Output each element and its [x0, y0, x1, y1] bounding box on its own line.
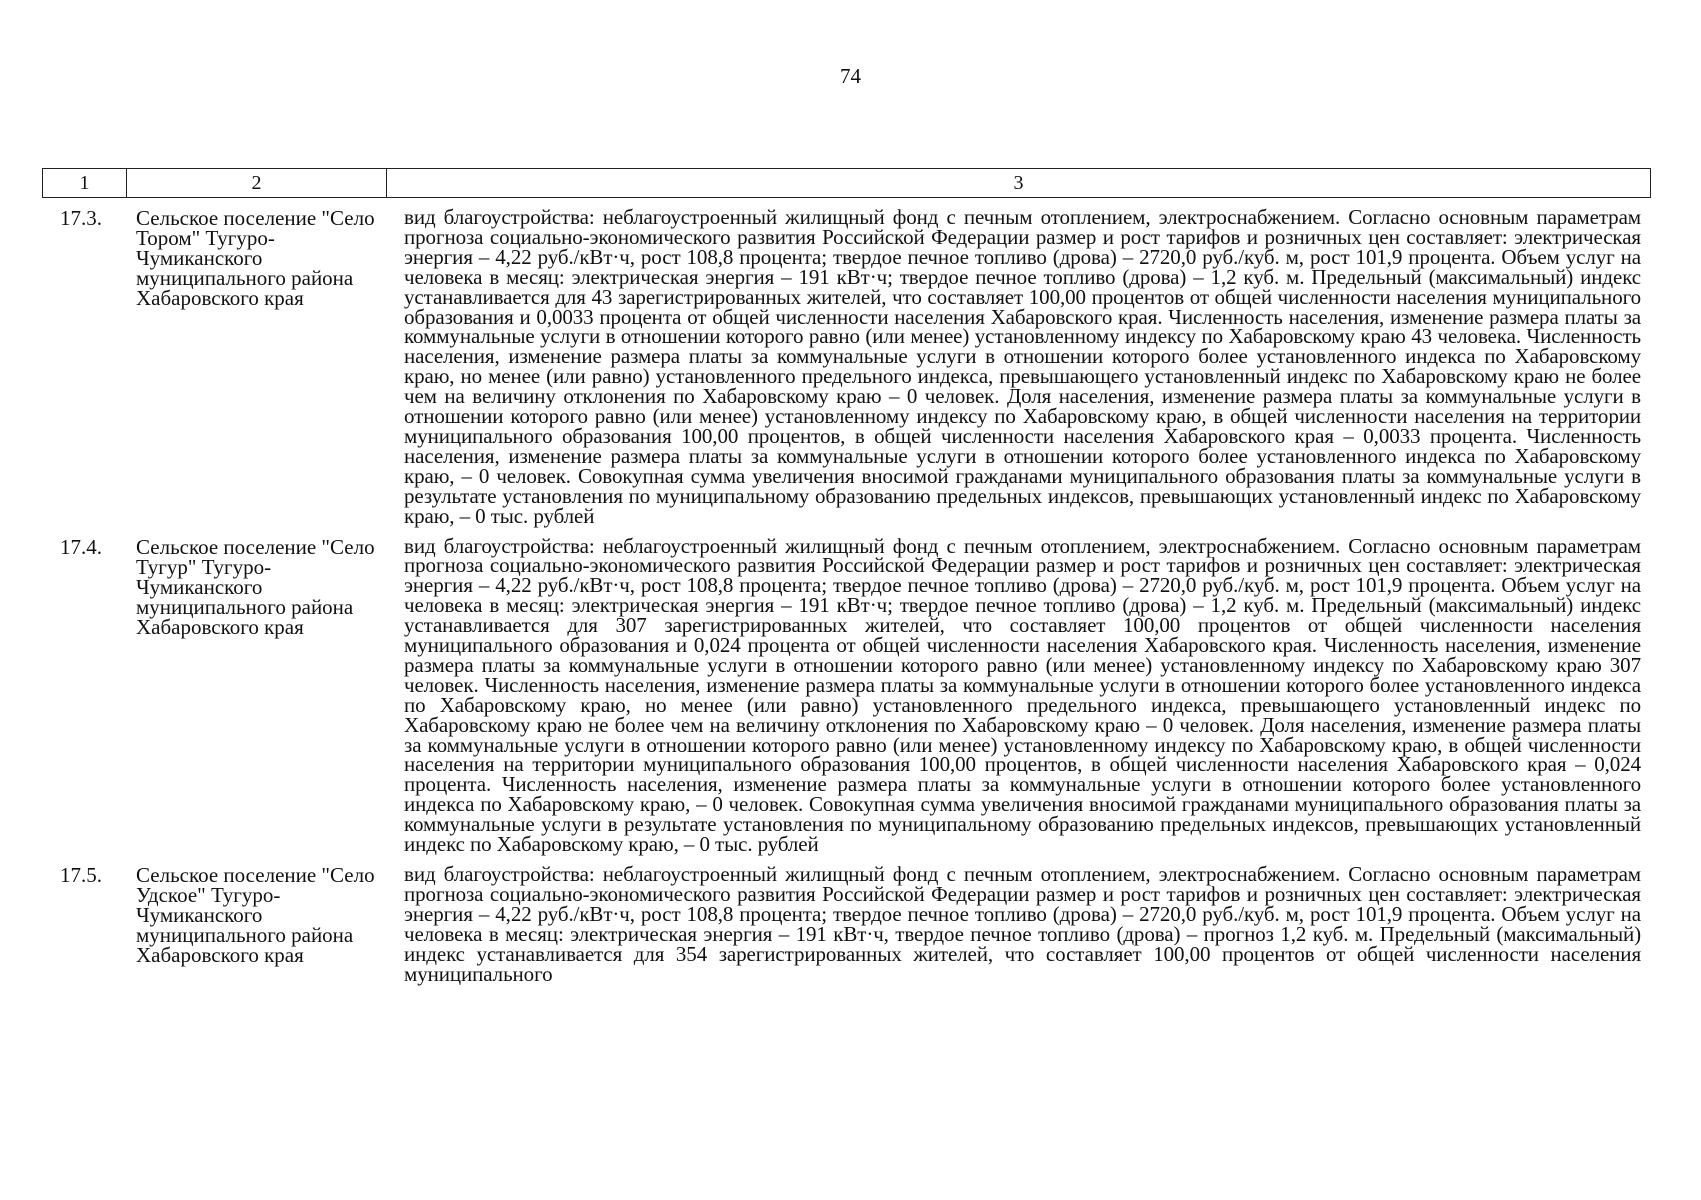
- row-number: 17.5.: [60, 863, 102, 887]
- table-row: [42, 205, 1651, 528]
- table-row: [42, 533, 1651, 857]
- settlement-name: Сельское поселение "Село Тором" Тугуро-Чумиканского муниципального района Хабаровского края: [136, 206, 375, 310]
- row-number: 17.3.: [60, 206, 102, 230]
- page-number: 74: [840, 64, 861, 88]
- settlement-name: Сельское поселение "Село Тугур" Тугуро-Чумиканского муниципального района Хабаровского края: [136, 534, 375, 639]
- table-header: [42, 168, 1651, 198]
- settlement-name: Сельское поселение "Село Удское" Тугуро-Чумиканского муниципального района Хабаровского края: [136, 863, 375, 967]
- header-col-3: 3: [1013, 172, 1024, 194]
- row-description: вид благоустройства: неблагоустроенный жилищный фонд с печным отоплением, электроснабжением. Согласно основным параметрам прогноза социально-экономического развития Российской Федерации размер и рост тарифов и розничных цен составляет: электрическая энергия – 4,22 руб./кВт·ч, рост 108,8 процента; твердое печное топливо (дрова) – 2720,0 руб./куб. м, рост 101,9 процента. Объем услуг на человека в месяц: электрическая энергия – 191 кВт·ч, твердое печное топливо (дрова) – прогноз 1,2 куб. м. Предельный (максимальный) индекс устанавливается для 354 зарегистрированных жителей, что составляет 100,00 процентов от общей численности населения муниципального: [404, 862, 1641, 986]
- header-col-2: 2: [127, 169, 387, 197]
- row-number: 17.4.: [60, 534, 102, 559]
- row-description: вид благоустройства: неблагоустроенный жилищный фонд с печным отоплением, электроснабжением. Согласно основным параметрам прогноза социально-экономического развития Российской Федерации размер и рост тарифов и розничных цен составляет: электрическая энергия – 4,22 руб./кВт·ч, рост 108,8 процента; твердое печное топливо (дрова) – 2720,0 руб./куб. м, рост 101,9 процента. Объем услуг на человека в месяц: электрическая энергия – 191 кВт·ч; твердое печное топливо (дрова) – 1,2 куб. м. Предельный (максимальный) индекс устанавливается для 43 зарегистрированных жителей, что составляет 100,00 процентов от общей численности населения муниципального образования и 0,0033 процента от общей численности населения Хабаровского края. Численность населения, изменение размера платы за коммунальные услуги в отношении которого равно (или менее) установленному индексу по Хабаровскому краю 43 человека. Численность населения, изменение размера платы за коммунальные услуги в отношении которого более установленного индекса по Хабаровскому краю, но менее (или равно) установленного предельного индекса, превышающего установленный индекс по Хабаровскому краю не более чем на величину отклонения по Хабаровскому краю – 0 человек. Доля населения, изменение размера платы за коммунальные услуги в отношении которого равно (или менее) установленному индексу по Хабаровскому краю, в общей численности населения на территории муниципального образования 100,00 процентов, в общей численности населения Хабаровского края – 0,0033 процента. Численность населения, изменение размера платы за коммунальные услуги в отношении которого более установленного индекса по Хабаровскому краю, – 0 человек. Совокупная сумма увеличения вносимой гражданами муниципального образования платы за коммунальные услуги в результате установления по муниципальному образованию предельных индексов, превышающих установленный индекс по Хабаровскому краю, – 0 тыс. рублей: [404, 205, 1641, 528]
- header-col-1: 1: [43, 169, 127, 197]
- table-row: [42, 862, 1651, 986]
- row-description: вид благоустройства: неблагоустроенный жилищный фонд с печным отоплением, электроснабжением. Согласно основным параметрам прогноза социально-экономического развития Российской Федерации размер и рост тарифов и розничных цен составляет: электрическая энергия – 4,22 руб./кВт·ч, рост 108,8 процента; твердое печное топливо (дрова) – 2720,0 руб./куб. м, рост 101,9 процента. Объем услуг на человека в месяц: электрическая энергия – 191 кВт·ч; твердое печное топливо (дрова) – 1,2 куб. м. Предельный (максимальный) индекс устанавливается для 307 зарегистрированных жителей, что составляет 100,00 процентов от общей численности населения муниципального образования и 0,024 процента от общей численности населения Хабаровского края. Численность населения, изменение размера платы за коммунальные услуги в отношении которого равно (или менее) установленному индексу по Хабаровскому краю 307 человек. Численность населения, изменение размера платы за коммунальные услуги в отношении которого более установленного индекса по Хабаровскому краю, но менее (или равно) установленного предельного индекса, превышающего установленный индекс по Хабаровскому краю не более чем на величину отклонения по Хабаровскому краю – 0 человек. Доля населения, изменение размера платы за коммунальные услуги в отношении которого равно (или менее) установленному индексу по Хабаровскому краю, в общей численности населения на территории муниципального образования 100,00 процентов, в общей численности населения Хабаровского края – 0,024 процента. Численность населения, изменение размера платы за коммунальные услуги в отношении которого более установленного индекса по Хабаровскому краю, – 0 человек. Совокупная сумма увеличения вносимой гражданами муниципального образования платы за коммунальные услуги в результате установления по муниципальному образованию предельных индексов, превышающих установленный индекс по Хабаровскому краю, – 0 тыс. рублей: [404, 533, 1641, 857]
- table-body: [42, 205, 1651, 986]
